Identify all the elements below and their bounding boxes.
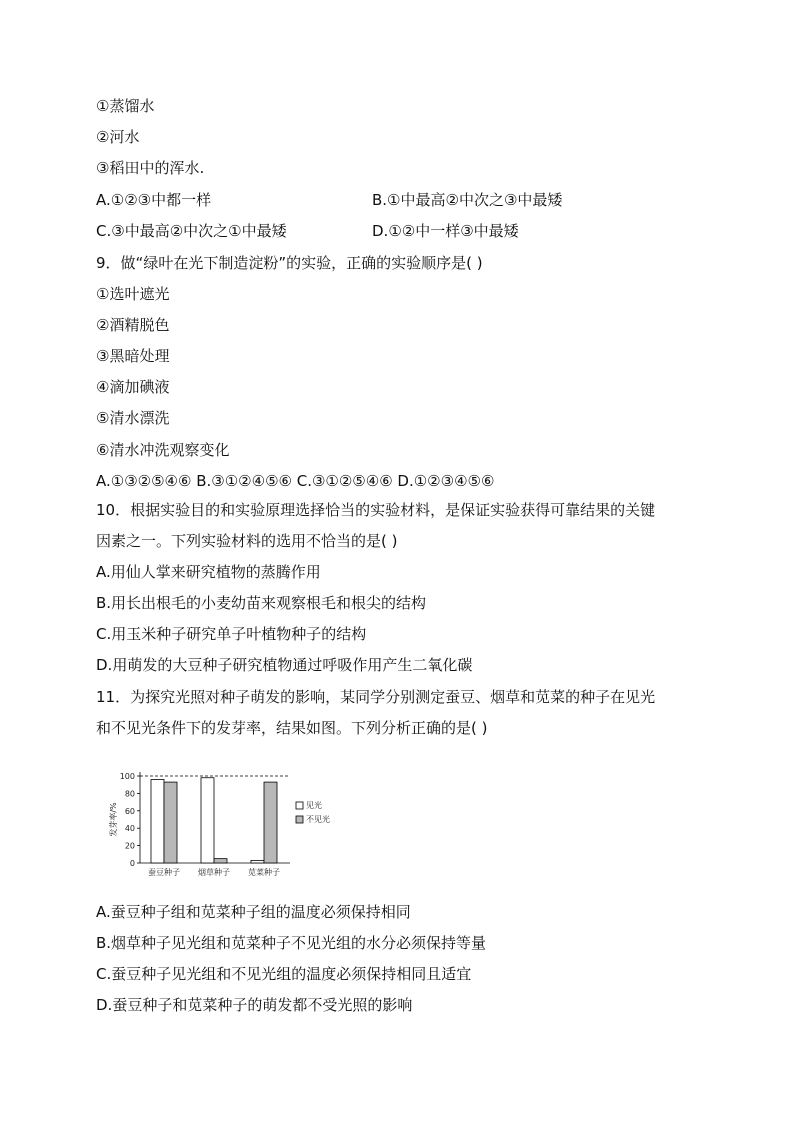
bar [201,778,214,863]
q10-option-c: C.用玉米种子研究单子叶植物种子的结构 [96,625,367,643]
germination-chart-svg [100,760,360,880]
x-tick-label: 苋菜种子 [248,868,280,877]
q11-option-b: B.烟草种子见光组和苋菜种子不见光组的水分必须保持等量 [96,934,487,952]
q11-stem-line-1: 11．为探究光照对种子萌发的影响，某同学分别测定蚕豆、烟草和苋菜的种子在见光 [96,688,656,706]
y-tick-label: 100 [119,772,135,781]
q8-item-1: ①蒸馏水 [96,97,155,115]
q10-option-d: D.用萌发的大豆种子研究植物通过呼吸作用产生二氧化碳 [96,656,473,674]
q11-option-c: C.蚕豆种子见光组和不见光组的温度必须保持相同且适宜 [96,965,472,983]
x-tick-label: 蚕豆种子 [148,868,180,877]
q9-item-3: ③黑暗处理 [96,347,170,365]
y-tick-label: 80 [124,789,135,799]
legend-label: 不见光 [306,815,330,824]
q10-stem-line-1: 10．根据实验目的和实验原理选择恰当的实验材料，是保证实验获得可靠结果的关键 [96,501,656,519]
y-tick-label: 20 [124,841,135,851]
q8-option-c: C.③中最高②中次之①中最矮 [96,222,287,240]
legend-label: 见光 [306,801,322,810]
bar [151,779,164,863]
q11-stem-line-2: 和不见光条件下的发芽率，结果如图。下列分析正确的是( ) [96,719,488,737]
bar [164,782,177,863]
legend-swatch [296,816,303,823]
bar [214,859,227,863]
q9-stem: 9．做“绿叶在光下制造淀粉”的实验，正确的实验顺序是( ) [96,254,483,272]
q10-option-b: B.用长出根毛的小麦幼苗来观察根毛和根尖的结构 [96,594,427,612]
bar [251,860,264,863]
q10-stem-line-2: 因素之一。下列实验材料的选用不恰当的是( ) [96,532,398,550]
x-tick-label: 烟草种子 [198,868,230,877]
q9-item-4: ④滴加碘液 [96,378,170,396]
q8-option-b: B.①中最高②中次之③中最矮 [372,191,563,209]
y-axis-label: 发芽率/% [109,802,118,837]
q10-option-a: A.用仙人掌来研究植物的蒸腾作用 [96,563,321,581]
y-tick-label: 60 [124,806,135,816]
bar [264,782,277,863]
q9-item-5: ⑤清水漂洗 [96,409,170,427]
y-tick-label: 0 [129,859,135,868]
q8-option-a: A.①②③中都一样 [96,191,212,209]
q9-item-1: ①选叶遮光 [96,285,170,303]
legend-swatch [296,802,303,809]
q11-option-a: A.蚕豆种子组和苋菜种子组的温度必须保持相同 [96,903,411,921]
q9-item-2: ②酒精脱色 [96,316,170,334]
germination-chart [100,760,360,880]
q8-item-3: ③稻田中的浑水. [96,159,205,177]
y-tick-label: 40 [124,824,135,834]
q8-option-d: D.①②中一样③中最矮 [372,222,519,240]
q11-option-d: D.蚕豆种子和苋菜种子的萌发都不受光照的影响 [96,996,413,1014]
q9-options: A.①③②⑤④⑥ B.③①②④⑤⑥ C.③①②⑤④⑥ D.①②③④⑤⑥ [96,472,495,490]
q8-item-2: ②河水 [96,128,140,146]
q9-item-6: ⑥清水冲洗观察变化 [96,441,230,459]
